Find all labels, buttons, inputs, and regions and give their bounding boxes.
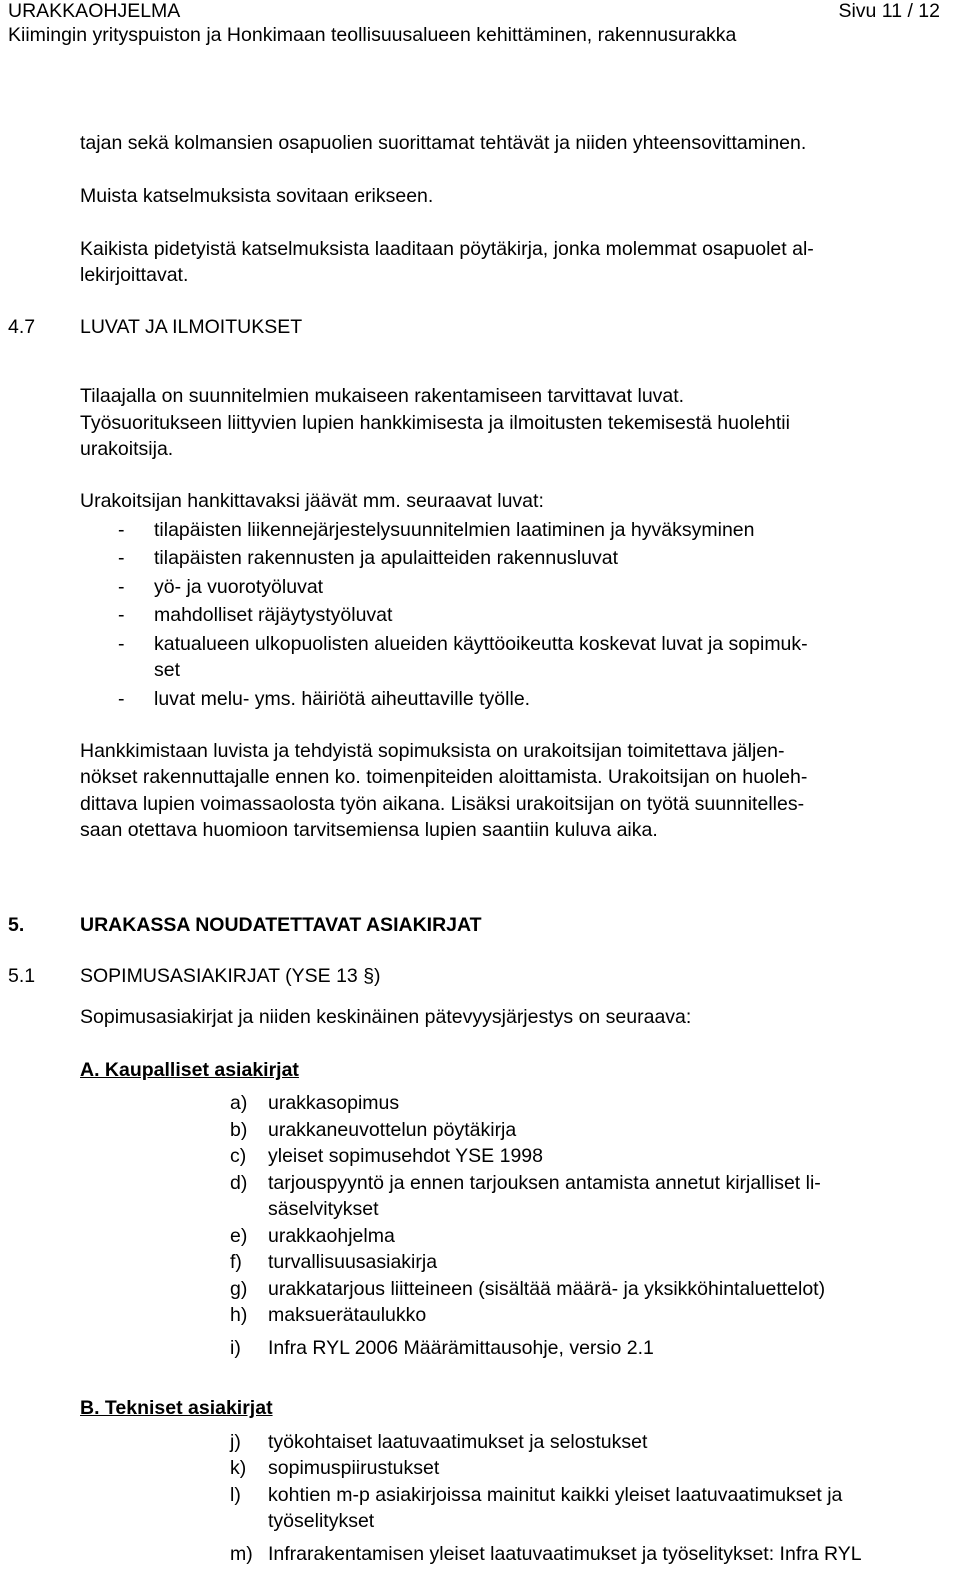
intro-line: tajan sekä kolmansien osapuolien suorittamat tehtävät ja niiden yhteensovittaminen. [80, 132, 807, 154]
group-a-title: A. Kaupalliset asiakirjat [80, 1059, 299, 1081]
document-title: URAKKAOHJELMA [8, 0, 181, 22]
paragraph-line: urakoitsija. [80, 438, 174, 460]
item-text: yleiset sopimusehdot YSE 1998 [268, 1145, 543, 1167]
item-text: urakkaneuvottelun pöytäkirja [268, 1119, 517, 1141]
paragraph-line: saan otettava huomioon tarvitsemiensa lupien saantiin kuluva aika. [80, 819, 658, 841]
intro-line: Kaikista pidetyistä katselmuksista laaditaan pöytäkirja, jonka molemmat osapuolet al- [80, 238, 814, 260]
bullet-dash: - [118, 547, 125, 569]
section-number: 5.1 [8, 965, 36, 987]
item-text: urakkasopimus [268, 1092, 400, 1114]
item-text: tarjouspyyntö ja ennen tarjouksen antamista annetut kirjalliset li- [268, 1172, 821, 1194]
item-label: e) [230, 1225, 248, 1247]
paragraph-line: nökset rakennuttajalle ennen ko. toimenpiteiden aloittamista. Urakoitsijan on huoleh- [80, 766, 808, 788]
item-text: turvallisuusasiakirja [268, 1251, 438, 1273]
item-label: f) [230, 1251, 242, 1273]
list-intro: Urakoitsijan hankittavaksi jäävät mm. seuraavat luvat: [80, 490, 544, 512]
item-label: d) [230, 1172, 248, 1194]
bullet-item: yö- ja vuorotyöluvat [154, 576, 324, 598]
paragraph-line: Työsuoritukseen liittyvien lupien hankkimisesta ja ilmoitusten tekemisestä huolehtii [80, 412, 790, 434]
bullet-item: mahdolliset räjäytystyöluvat [154, 604, 393, 626]
intro-line: lekirjoittavat. [80, 264, 189, 286]
bullet-dash: - [118, 688, 125, 710]
intro-line: Muista katselmuksista sovitaan erikseen. [80, 185, 434, 207]
item-text-continued: työselitykset [268, 1510, 375, 1532]
item-text: sopimuspiirustukset [268, 1457, 440, 1479]
section-title: SOPIMUSASIAKIRJAT (YSE 13 §) [80, 965, 381, 987]
item-label: l) [230, 1484, 241, 1506]
page-number: Sivu 11 / 12 [838, 0, 940, 22]
paragraph-line: Tilaajalla on suunnitelmien mukaiseen rakentamiseen tarvittavat luvat. [80, 385, 685, 407]
bullet-item: katualueen ulkopuolisten alueiden käyttöoikeutta koskevat luvat ja sopimuk- [154, 633, 808, 655]
item-label: c) [230, 1145, 247, 1167]
item-text: maksuerätaulukko [268, 1304, 427, 1326]
item-text: kohtien m-p asiakirjoissa mainitut kaikki yleiset laatuvaatimukset ja [268, 1484, 843, 1506]
bullet-item: tilapäisten liikennejärjestelysuunnitelmien laatiminen ja hyväksyminen [154, 519, 755, 541]
item-label: j) [230, 1431, 241, 1453]
item-text: urakkaohjelma [268, 1225, 395, 1247]
item-text: työkohtaiset laatuvaatimukset ja selostukset [268, 1431, 648, 1453]
item-text: urakkatarjous liitteineen (sisältää määrä- ja yksikköhintaluettelot) [268, 1278, 826, 1300]
section-number: 4.7 [8, 316, 36, 338]
chapter-title: URAKASSA NOUDATETTAVAT ASIAKIRJAT [80, 914, 482, 936]
paragraph-line: Hankkimistaan luvista ja tehdyistä sopimuksista on urakoitsijan toimitettava jäljen- [80, 740, 785, 762]
bullet-dash: - [118, 519, 125, 541]
item-text: Infra RYL 2006 Määrämittausohje, versio 2.1 [268, 1337, 654, 1359]
document-subtitle: Kiimingin yrityspuiston ja Honkimaan teollisuusalueen kehittäminen, rakennusurakka [8, 24, 737, 46]
bullet-item: tilapäisten rakennusten ja apulaitteiden rakennusluvat [154, 547, 618, 569]
item-label: g) [230, 1278, 248, 1300]
section-intro: Sopimusasiakirjat ja niiden keskinäinen pätevyysjärjestys on seuraava: [80, 1006, 692, 1028]
item-text: Infrarakentamisen yleiset laatuvaatimukset ja työselitykset: Infra RYL [268, 1543, 862, 1565]
bullet-dash: - [118, 633, 125, 655]
bullet-item-continued: set [154, 659, 181, 681]
item-label: m) [230, 1543, 253, 1565]
bullet-dash: - [118, 576, 125, 598]
paragraph-line: dittava lupien voimassaolosta työn aikana. Lisäksi urakoitsijan on työtä suunnitelles- [80, 793, 805, 815]
bullet-item: luvat melu- yms. häiriötä aiheuttaville työlle. [154, 688, 531, 710]
item-label: a) [230, 1092, 248, 1114]
section-title: LUVAT JA ILMOITUKSET [80, 316, 303, 338]
bullet-dash: - [118, 604, 125, 626]
item-text-continued: säselvitykset [268, 1198, 379, 1220]
item-label: i) [230, 1337, 241, 1359]
item-label: h) [230, 1304, 248, 1326]
chapter-number: 5. [8, 914, 25, 936]
group-b-title: B. Tekniset asiakirjat [80, 1397, 273, 1419]
item-label: b) [230, 1119, 248, 1141]
item-label: k) [230, 1457, 247, 1479]
